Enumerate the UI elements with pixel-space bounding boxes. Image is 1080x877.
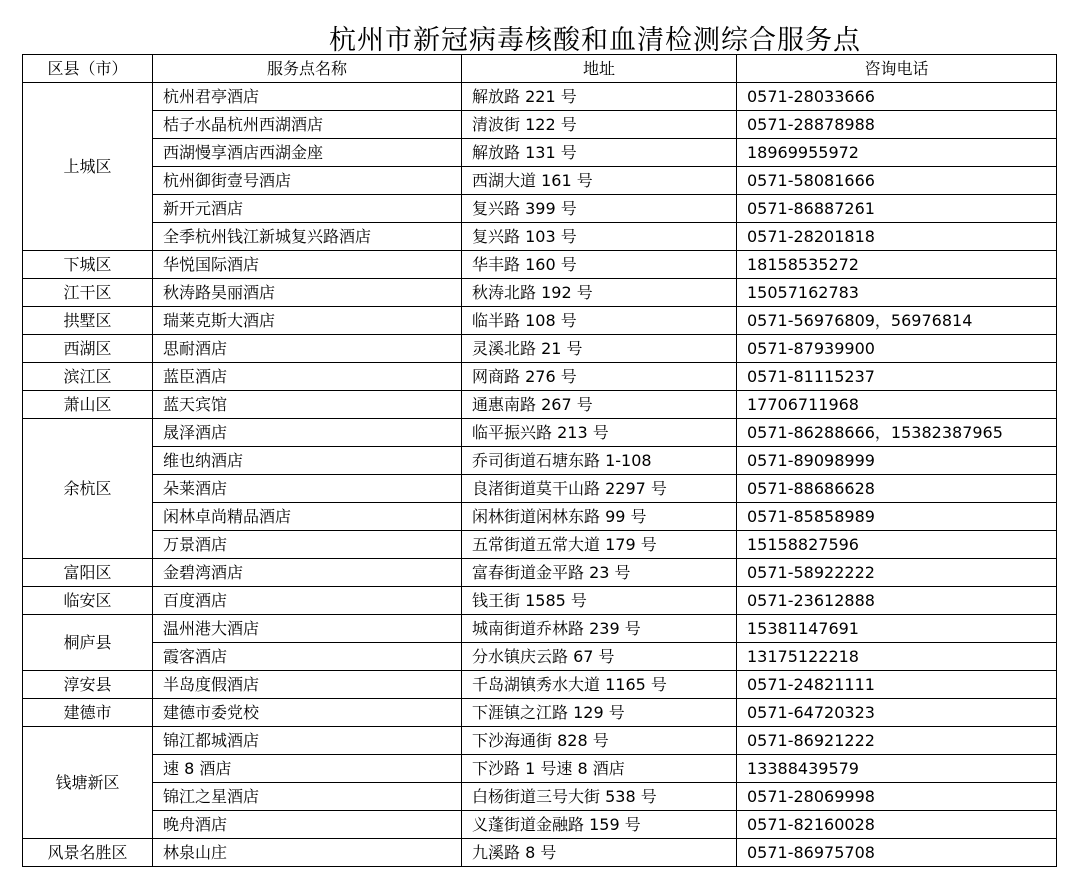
phone-cell: 0571-58081666 xyxy=(737,167,1057,195)
table-row xyxy=(23,391,1057,419)
address-cell: 下沙海通街 828 号 xyxy=(462,727,737,755)
service-point-name-cell: 建德市委党校 xyxy=(153,699,462,727)
service-point-name-cell: 金碧湾酒店 xyxy=(153,559,462,587)
header-district: 区县（市） xyxy=(23,55,153,83)
phone-cell: 0571-85858989 xyxy=(737,503,1057,531)
phone-cell: 0571-86887261 xyxy=(737,195,1057,223)
phone-cell: 0571-89098999 xyxy=(737,447,1057,475)
table-row xyxy=(23,307,1057,335)
phone-cell: 13175122218 xyxy=(737,643,1057,671)
table-row xyxy=(23,139,1057,167)
district-cell: 下城区 xyxy=(23,251,153,279)
address-cell: 闲林街道闲林东路 99 号 xyxy=(462,503,737,531)
table-row xyxy=(23,839,1057,867)
service-point-name-cell: 瑞莱克斯大酒店 xyxy=(153,307,462,335)
table-row xyxy=(23,727,1057,755)
address-cell: 五常街道五常大道 179 号 xyxy=(462,531,737,559)
table-row xyxy=(23,615,1057,643)
address-cell: 复兴路 103 号 xyxy=(462,223,737,251)
service-point-name-cell: 晚舟酒店 xyxy=(153,811,462,839)
table-row xyxy=(23,783,1057,811)
service-point-name-cell: 锦江之星酒店 xyxy=(153,783,462,811)
phone-cell: 0571-28033666 xyxy=(737,83,1057,111)
phone-cell: 0571-81115237 xyxy=(737,363,1057,391)
table-row xyxy=(23,671,1057,699)
district-cell: 余杭区 xyxy=(23,419,153,559)
address-cell: 华丰路 160 号 xyxy=(462,251,737,279)
phone-cell: 15057162783 xyxy=(737,279,1057,307)
table-row xyxy=(23,363,1057,391)
table-row xyxy=(23,251,1057,279)
service-point-name-cell: 霞客酒店 xyxy=(153,643,462,671)
phone-cell: 0571-56976809，56976814 xyxy=(737,307,1057,335)
table-row xyxy=(23,559,1057,587)
phone-cell: 18158535272 xyxy=(737,251,1057,279)
phone-cell: 0571-28201818 xyxy=(737,223,1057,251)
address-cell: 解放路 131 号 xyxy=(462,139,737,167)
phone-cell: 0571-58922222 xyxy=(737,559,1057,587)
service-point-name-cell: 万景酒店 xyxy=(153,531,462,559)
address-cell: 富春街道金平路 23 号 xyxy=(462,559,737,587)
district-cell: 江干区 xyxy=(23,279,153,307)
address-cell: 分水镇庆云路 67 号 xyxy=(462,643,737,671)
address-cell: 临平振兴路 213 号 xyxy=(462,419,737,447)
service-point-name-cell: 杭州君亭酒店 xyxy=(153,83,462,111)
district-cell: 拱墅区 xyxy=(23,307,153,335)
address-cell: 下沙路 1 号速 8 酒店 xyxy=(462,755,737,783)
header-address: 地址 xyxy=(462,55,737,83)
address-cell: 复兴路 399 号 xyxy=(462,195,737,223)
address-cell: 九溪路 8 号 xyxy=(462,839,737,867)
table-row xyxy=(23,195,1057,223)
service-point-table xyxy=(22,54,1057,867)
phone-cell: 0571-28069998 xyxy=(737,783,1057,811)
address-cell: 解放路 221 号 xyxy=(462,83,737,111)
header-phone: 咨询电话 xyxy=(737,55,1057,83)
address-cell: 义蓬街道金融路 159 号 xyxy=(462,811,737,839)
phone-cell: 0571-87939900 xyxy=(737,335,1057,363)
phone-cell: 0571-64720323 xyxy=(737,699,1057,727)
district-cell: 桐庐县 xyxy=(23,615,153,671)
address-cell: 下涯镇之江路 129 号 xyxy=(462,699,737,727)
service-point-name-cell: 新开元酒店 xyxy=(153,195,462,223)
address-cell: 西湖大道 161 号 xyxy=(462,167,737,195)
table-row xyxy=(23,475,1057,503)
phone-cell: 18969955972 xyxy=(737,139,1057,167)
service-point-name-cell: 华悦国际酒店 xyxy=(153,251,462,279)
service-point-name-cell: 全季杭州钱江新城复兴路酒店 xyxy=(153,223,462,251)
table-row xyxy=(23,755,1057,783)
table-row xyxy=(23,111,1057,139)
service-point-name-cell: 秋涛路昊丽酒店 xyxy=(153,279,462,307)
phone-cell: 13388439579 xyxy=(737,755,1057,783)
service-point-name-cell: 思耐酒店 xyxy=(153,335,462,363)
phone-cell: 17706711968 xyxy=(737,391,1057,419)
address-cell: 钱王街 1585 号 xyxy=(462,587,737,615)
address-cell: 清波街 122 号 xyxy=(462,111,737,139)
address-cell: 良渚街道莫干山路 2297 号 xyxy=(462,475,737,503)
phone-cell: 0571-86921222 xyxy=(737,727,1057,755)
phone-cell: 0571-23612888 xyxy=(737,587,1057,615)
address-cell: 临半路 108 号 xyxy=(462,307,737,335)
service-point-name-cell: 温州港大酒店 xyxy=(153,615,462,643)
phone-cell: 15158827596 xyxy=(737,531,1057,559)
district-cell: 富阳区 xyxy=(23,559,153,587)
phone-cell: 0571-88686628 xyxy=(737,475,1057,503)
service-point-name-cell: 闲林卓尚精品酒店 xyxy=(153,503,462,531)
service-point-name-cell: 西湖慢享酒店西湖金座 xyxy=(153,139,462,167)
phone-cell: 15381147691 xyxy=(737,615,1057,643)
table-row xyxy=(23,699,1057,727)
table-row xyxy=(23,223,1057,251)
district-cell: 淳安县 xyxy=(23,671,153,699)
phone-cell: 0571-82160028 xyxy=(737,811,1057,839)
service-point-name-cell: 晟泽酒店 xyxy=(153,419,462,447)
phone-cell: 0571-24821111 xyxy=(737,671,1057,699)
service-point-name-cell: 锦江都城酒店 xyxy=(153,727,462,755)
address-cell: 白杨街道三号大街 538 号 xyxy=(462,783,737,811)
district-cell: 西湖区 xyxy=(23,335,153,363)
service-point-name-cell: 林泉山庄 xyxy=(153,839,462,867)
table-row xyxy=(23,419,1057,447)
address-cell: 秋涛北路 192 号 xyxy=(462,279,737,307)
service-point-name-cell: 蓝天宾馆 xyxy=(153,391,462,419)
phone-cell: 0571-28878988 xyxy=(737,111,1057,139)
service-point-name-cell: 杭州御街壹号酒店 xyxy=(153,167,462,195)
table-body xyxy=(23,83,1057,867)
table-row xyxy=(23,335,1057,363)
table-row xyxy=(23,587,1057,615)
table-row xyxy=(23,503,1057,531)
district-cell: 滨江区 xyxy=(23,363,153,391)
district-cell: 萧山区 xyxy=(23,391,153,419)
address-cell: 通惠南路 267 号 xyxy=(462,391,737,419)
district-cell: 上城区 xyxy=(23,83,153,251)
address-cell: 灵溪北路 21 号 xyxy=(462,335,737,363)
district-cell: 建德市 xyxy=(23,699,153,727)
header-service-point-name: 服务点名称 xyxy=(153,55,462,83)
service-point-name-cell: 蓝臣酒店 xyxy=(153,363,462,391)
page-title: 杭州市新冠病毒核酸和血清检测综合服务点 xyxy=(329,25,861,56)
table-row xyxy=(23,811,1057,839)
service-point-name-cell: 速 8 酒店 xyxy=(153,755,462,783)
table-row xyxy=(23,531,1057,559)
address-cell: 千岛湖镇秀水大道 1165 号 xyxy=(462,671,737,699)
phone-cell: 0571-86288666，15382387965 xyxy=(737,419,1057,447)
table-row xyxy=(23,447,1057,475)
table-header-row xyxy=(23,55,1057,83)
address-cell: 网商路 276 号 xyxy=(462,363,737,391)
table-row xyxy=(23,83,1057,111)
address-cell: 城南街道乔林路 239 号 xyxy=(462,615,737,643)
table-row xyxy=(23,279,1057,307)
service-point-name-cell: 维也纳酒店 xyxy=(153,447,462,475)
service-point-name-cell: 桔子水晶杭州西湖酒店 xyxy=(153,111,462,139)
district-cell: 钱塘新区 xyxy=(23,727,153,839)
phone-cell: 0571-86975708 xyxy=(737,839,1057,867)
district-cell: 风景名胜区 xyxy=(23,839,153,867)
table-row xyxy=(23,167,1057,195)
service-point-name-cell: 百度酒店 xyxy=(153,587,462,615)
address-cell: 乔司街道石塘东路 1-108 xyxy=(462,447,737,475)
service-point-name-cell: 朵莱酒店 xyxy=(153,475,462,503)
table-row xyxy=(23,643,1057,671)
district-cell: 临安区 xyxy=(23,587,153,615)
service-point-name-cell: 半岛度假酒店 xyxy=(153,671,462,699)
